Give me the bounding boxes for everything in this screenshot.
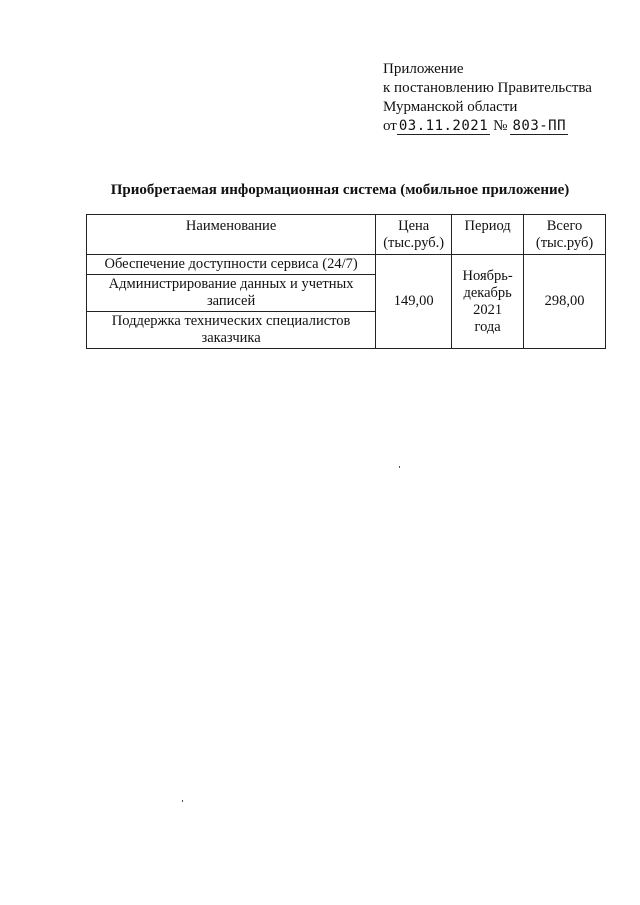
document-title: Приобретаемая информационная система (мобильное приложение) <box>110 182 570 198</box>
date-prefix: от <box>383 118 397 134</box>
appendix-date-line <box>383 117 633 136</box>
items-table <box>86 214 606 349</box>
total-cell: 298,00 <box>524 255 606 349</box>
appendix-resolution-label: к постановлению Правительства <box>383 80 592 96</box>
table-row <box>87 255 606 275</box>
price-cell: 149,00 <box>376 255 452 349</box>
row-name: Обеспечение доступности сервиса (24/7) <box>87 255 376 275</box>
date-value: 03.11.2021 <box>398 118 489 134</box>
appendix-label: Приложение <box>383 61 464 77</box>
appendix-region-label: Мурманской области <box>383 99 518 115</box>
number-sign: № <box>493 118 508 134</box>
period-cell: Ноябрь- декабрь 2021 года <box>452 255 524 349</box>
scan-speck <box>399 466 400 468</box>
scan-speck <box>182 800 183 802</box>
header-name: Наименование <box>87 215 376 255</box>
row-name: Поддержка технических специалистов заказчика <box>87 312 376 349</box>
number-value: 803-ПП <box>512 118 567 134</box>
header-price: Цена (тыс.руб.) <box>376 215 452 255</box>
row-name: Администрирование данных и учетных записей <box>87 275 376 312</box>
header-total: Всего (тыс.руб) <box>524 215 606 255</box>
header-period: Период <box>452 215 524 255</box>
table-header-row <box>87 215 606 255</box>
appendix-block <box>383 60 633 136</box>
